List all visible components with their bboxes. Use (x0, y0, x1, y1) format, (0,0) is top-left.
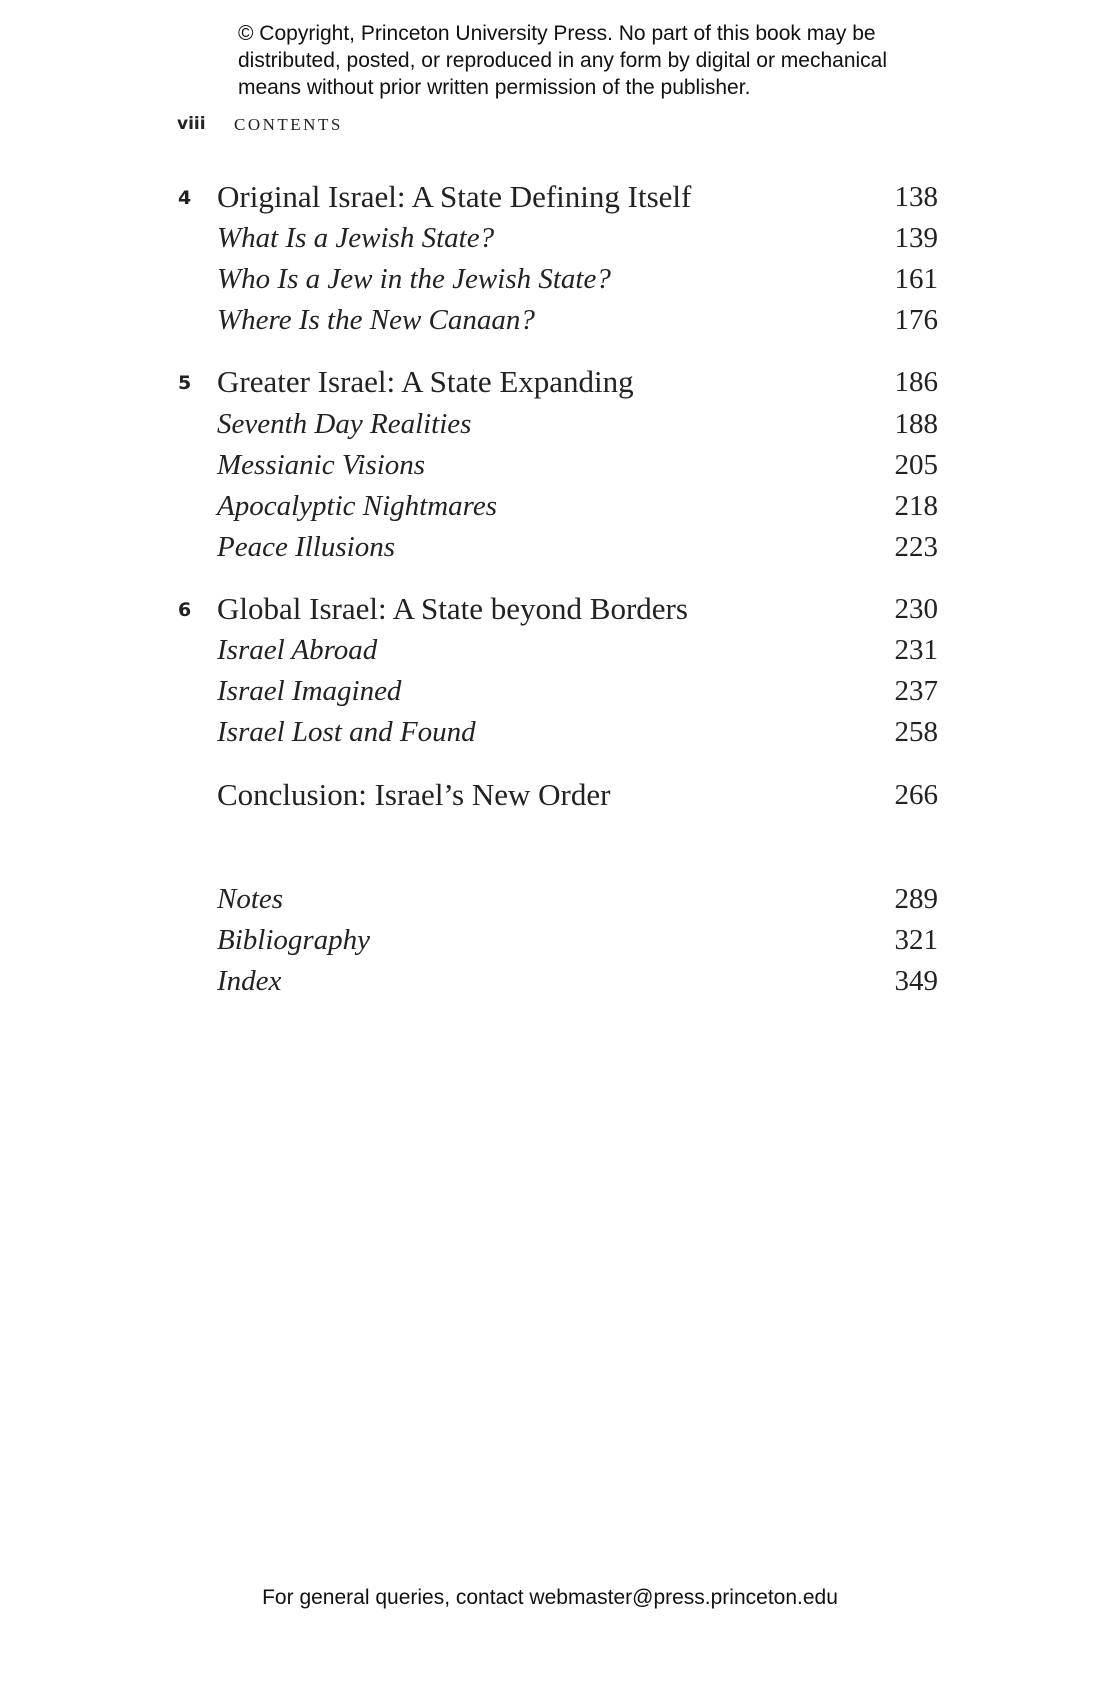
section-title: What Is a Jewish State? (217, 222, 495, 254)
back-matter-page: 321 (894, 924, 938, 956)
toc-back-matter-item (0, 879, 1100, 919)
toc-section (0, 671, 1100, 711)
section-page: 205 (894, 449, 938, 481)
section-page: 231 (894, 634, 938, 666)
toc-section (0, 259, 1100, 299)
back-matter-page: 289 (894, 883, 938, 915)
toc-section (0, 527, 1100, 567)
toc-chapter-5 (0, 362, 1100, 402)
chapter-title: Original Israel: A State Defining Itself (217, 179, 692, 214)
back-matter-page: 349 (894, 965, 938, 997)
copyright-line: © Copyright, Princeton University Press. No part of this book may be (238, 22, 876, 45)
section-title: Israel Abroad (217, 634, 378, 666)
section-page: 161 (894, 263, 938, 295)
back-matter-title: Bibliography (217, 924, 371, 956)
running-head: CONTENTS (234, 115, 343, 134)
chapter-page: 230 (894, 593, 938, 625)
section-page: 223 (894, 531, 938, 563)
back-matter-title: Notes (217, 883, 284, 915)
section-page: 258 (894, 716, 938, 748)
back-matter-title: Index (217, 965, 282, 997)
footer-contact: For general queries, contact webmaster@press.princeton.edu (262, 1586, 838, 1609)
toc-section (0, 486, 1100, 526)
section-page: 188 (894, 408, 938, 440)
section-title: Peace Illusions (217, 531, 395, 563)
section-title: Apocalyptic Nightmares (217, 490, 498, 522)
chapter-page: 186 (894, 366, 938, 398)
copyright-notice (238, 20, 978, 101)
section-title: Israel Lost and Found (217, 716, 476, 748)
toc-section (0, 300, 1100, 340)
section-title: Who Is a Jew in the Jewish State? (217, 263, 611, 295)
section-title: Messianic Visions (217, 449, 426, 481)
chapter-number: 6 (178, 599, 192, 621)
toc-section (0, 404, 1100, 444)
section-page: 176 (894, 304, 938, 336)
toc-section (0, 445, 1100, 485)
chapter-title: Greater Israel: A State Expanding (217, 364, 634, 399)
toc-section (0, 218, 1100, 258)
chapter-title: Global Israel: A State beyond Borders (217, 591, 688, 626)
section-page: 218 (894, 490, 938, 522)
conclusion-title: Conclusion: Israel’s New Order (217, 777, 611, 812)
page-number: viii (177, 114, 206, 134)
toc-section (0, 630, 1100, 670)
chapter-page: 138 (894, 181, 938, 213)
toc-back-matter-item (0, 920, 1100, 960)
conclusion-page: 266 (894, 779, 938, 811)
section-page: 237 (894, 675, 938, 707)
copyright-line: distributed, posted, or reproduced in any form by digital or mechanical (238, 49, 888, 72)
section-page: 139 (894, 222, 938, 254)
toc-chapter-4 (0, 177, 1100, 217)
toc-conclusion (0, 775, 1100, 815)
section-title: Seventh Day Realities (217, 408, 472, 440)
toc-chapter-6 (0, 589, 1100, 629)
section-title: Where Is the New Canaan? (217, 304, 535, 336)
copyright-line: means without prior written permission of the publisher. (238, 76, 751, 99)
toc-section (0, 712, 1100, 752)
chapter-number: 5 (178, 372, 192, 394)
toc-back-matter-item (0, 961, 1100, 1001)
chapter-number: 4 (178, 187, 192, 209)
section-title: Israel Imagined (217, 675, 402, 707)
